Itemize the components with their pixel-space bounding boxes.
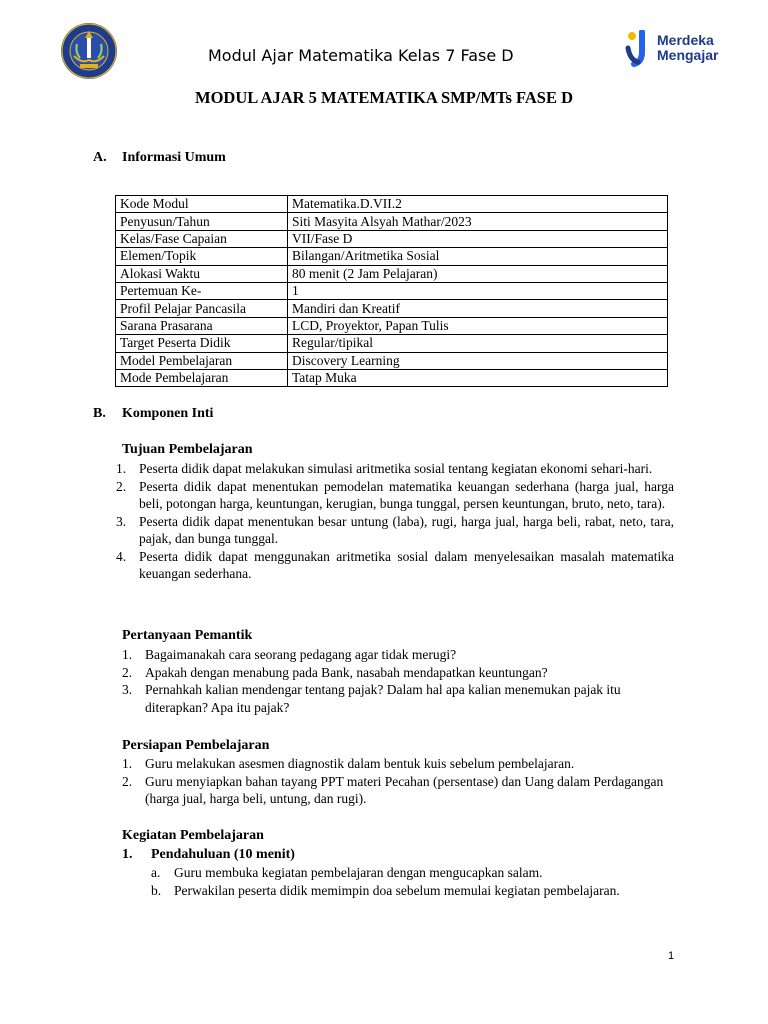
info-value: Bilangan/Aritmetika Sosial	[288, 248, 668, 265]
list-item-text: Peserta didik dapat menentukan pemodelan matematika keuangan sederhana (harga jual, harga beli, potongan harga, keuntungan, kerugian, bunga tunggal, persen keuntungan, bruto, neto, tara).	[139, 478, 674, 511]
info-value: VII/Fase D	[288, 230, 668, 247]
pendahuluan-step	[122, 847, 295, 863]
info-row	[116, 213, 668, 230]
merdeka-mengajar-wordmark	[657, 33, 718, 63]
list-item-number: 2.	[122, 773, 133, 789]
brand-line-1: Merdeka	[657, 32, 714, 48]
tujuan-list	[116, 460, 674, 583]
tujuan-heading: Tujuan Pembelajaran	[122, 442, 253, 457]
info-key: Sarana Prasarana	[116, 317, 288, 334]
info-value: Matematika.D.VII.2	[288, 196, 668, 213]
list-item	[122, 773, 674, 808]
persiapan-heading: Persiapan Pembelajaran	[122, 738, 270, 753]
list-item-number: 2.	[122, 664, 133, 680]
section-b-letter: B.	[93, 406, 106, 421]
info-table	[115, 195, 668, 387]
info-row	[116, 317, 668, 334]
info-key: Kode Modul	[116, 196, 288, 213]
info-row	[116, 369, 668, 386]
info-value: Regular/tipikal	[288, 335, 668, 352]
kegiatan-list	[151, 864, 674, 899]
info-row	[116, 248, 668, 265]
info-key: Target Peserta Didik	[116, 335, 288, 352]
list-item-number: 1.	[122, 756, 133, 771]
kegiatan-heading: Kegiatan Pembelajaran	[122, 828, 264, 843]
list-item-number: a.	[151, 865, 161, 880]
list-item-text: Guru melakukan asesmen diagnostik dalam bentuk kuis sebelum pembelajaran.	[145, 756, 575, 771]
merdeka-mengajar-logo	[624, 30, 734, 70]
info-row	[116, 196, 668, 213]
info-value: LCD, Proyektor, Papan Tulis	[288, 317, 668, 334]
info-row	[116, 265, 668, 282]
info-value: 1	[288, 282, 668, 299]
list-item-number: 4.	[116, 548, 127, 564]
brand-line-2: Mengajar	[657, 47, 719, 63]
info-row	[116, 335, 668, 352]
list-item-number: 1.	[116, 461, 127, 476]
list-item-number: b.	[151, 882, 162, 898]
info-value: Siti Masyita Alsyah Mathar/2023	[288, 213, 668, 230]
list-item	[122, 755, 674, 773]
step-number: 1.	[122, 847, 133, 862]
list-item	[122, 646, 674, 664]
document-title: MODUL AJAR 5 MATEMATIKA SMP/MTs FASE D	[195, 88, 573, 107]
list-item-number: 3.	[122, 682, 133, 697]
section-b-title: Komponen Inti	[122, 406, 214, 421]
list-item-number: 2.	[116, 478, 127, 494]
list-item	[122, 681, 674, 716]
list-item-text: Bagaimanakah cara seorang pedagang agar tidak merugi?	[145, 647, 457, 662]
list-item-number: 3.	[116, 513, 127, 529]
list-item-text: Peserta didik dapat menggunakan aritmetika sosial dalam menyelesaikan masalah matematika keuangan sederhana.	[139, 548, 674, 581]
section-a-letter: A.	[93, 150, 107, 165]
info-value: Discovery Learning	[288, 352, 668, 369]
list-item-text: Guru menyiapkan bahan tayang PPT materi Pecahan (persentase) dan Uang dalam Perdagangan (harga jual, harga beli, untung, dan rugi).	[145, 773, 664, 806]
info-value: Mandiri dan Kreatif	[288, 300, 668, 317]
list-item	[116, 478, 674, 513]
list-item-text: Guru membuka kegiatan pembelajaran dengan mengucapkan salam.	[174, 865, 543, 880]
list-item-text: Pernahkah kalian mendengar tentang pajak? Dalam hal apa kalian menemukan pajak itu diterapkan? Apa itu pajak?	[145, 682, 621, 715]
info-value: 80 menit (2 Jam Pelajaran)	[288, 265, 668, 282]
info-value: Tatap Muka	[288, 369, 668, 386]
list-item-text: Perwakilan peserta didik memimpin doa sebelum memulai kegiatan pembelajaran.	[174, 882, 620, 898]
pemantik-heading: Pertanyaan Pemantik	[122, 628, 253, 643]
list-item	[116, 548, 674, 583]
merdeka-mengajar-mark-icon	[624, 30, 656, 70]
info-row	[116, 300, 668, 317]
list-item-text: Apakah dengan menabung pada Bank, nasabah mendapatkan keuntungan?	[145, 664, 548, 680]
school-seal-logo	[60, 22, 118, 80]
info-key: Elemen/Topik	[116, 248, 288, 265]
list-item-text: Peserta didik dapat melakukan simulasi aritmetika sosial tentang kegiatan ekonomi sehari-hari.	[139, 461, 653, 476]
step-title: Pendahuluan (10 menit)	[151, 847, 295, 862]
info-key: Penyusun/Tahun	[116, 213, 288, 230]
info-key: Alokasi Waktu	[116, 265, 288, 282]
info-row	[116, 282, 668, 299]
list-item	[116, 460, 674, 478]
list-item	[122, 664, 674, 682]
info-key: Mode Pembelajaran	[116, 369, 288, 386]
info-key: Model Pembelajaran	[116, 352, 288, 369]
info-key: Kelas/Fase Capaian	[116, 230, 288, 247]
header-title: Modul Ajar Matematika Kelas 7 Fase D	[208, 46, 514, 65]
info-row	[116, 352, 668, 369]
list-item-text: Peserta didik dapat menentukan besar untung (laba), rugi, harga jual, harga beli, rabat, neto, tara, pajak, dan bunga tunggal.	[139, 513, 674, 546]
info-key: Pertemuan Ke-	[116, 282, 288, 299]
info-key: Profil Pelajar Pancasila	[116, 300, 288, 317]
section-a-title: Informasi Umum	[122, 150, 226, 165]
page-number: 1	[668, 950, 675, 962]
list-item-number: 1.	[122, 647, 133, 662]
list-item	[151, 882, 674, 900]
list-item	[116, 513, 674, 548]
pemantik-list	[122, 646, 674, 716]
list-item	[151, 864, 674, 882]
info-row	[116, 230, 668, 247]
persiapan-list	[122, 755, 674, 808]
